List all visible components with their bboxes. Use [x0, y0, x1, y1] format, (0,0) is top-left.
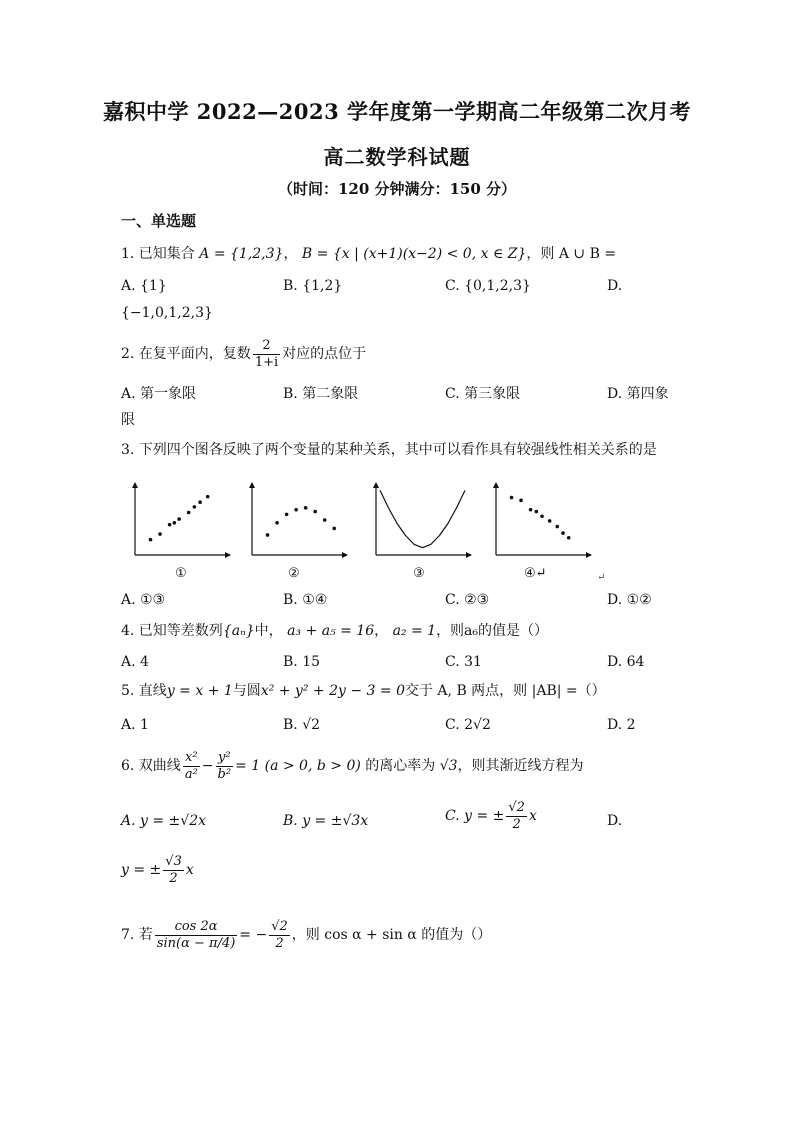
scatter-chart-1	[123, 473, 238, 563]
q2-option-c[interactable]: C. 第三象限	[445, 386, 521, 402]
data-point	[206, 495, 210, 499]
q5-option-c[interactable]: C. 2√2	[445, 717, 491, 733]
data-point	[304, 506, 308, 510]
q6-suffix: ，则其渐近线方程为	[457, 758, 584, 774]
q3-option-a[interactable]: A. ①③	[121, 592, 166, 608]
q6-option-d[interactable]: D.	[607, 813, 623, 829]
data-point	[187, 511, 191, 515]
data-point	[173, 521, 177, 525]
q2-fraction	[253, 338, 280, 371]
data-point	[510, 496, 514, 500]
data-point	[193, 505, 197, 509]
q6-c-suffix: x	[528, 808, 537, 824]
q6-d-num: √3	[165, 853, 182, 869]
q6-frac2-num: y²	[216, 750, 234, 767]
q6-eccentricity: √3	[439, 758, 458, 774]
q4-sequence: {aₙ}	[222, 623, 255, 639]
q4-option-b[interactable]: B. 15	[283, 654, 321, 670]
q5-suffix: 交于 A, B 两点，则 |AB| =（）	[404, 683, 606, 699]
q4-option-a[interactable]: A. 4	[121, 654, 149, 670]
data-point	[198, 500, 202, 504]
q2-suffix: 对应的点位于	[282, 346, 367, 362]
q7-prefix: 7. 若	[121, 927, 153, 943]
y-axis-arrow	[249, 482, 255, 488]
q2-option-b[interactable]: B. 第二象限	[283, 386, 359, 402]
q7-suffix: ，则 cos α + sin α 的值为（）	[291, 927, 492, 943]
q3-option-b[interactable]: B. ①④	[283, 592, 328, 608]
q1-option-d-value[interactable]: {−1,0,1,2,3}	[121, 305, 213, 321]
q5-option-d[interactable]: D. 2	[607, 717, 636, 733]
q4-prefix: 4. 已知等差数列	[121, 623, 223, 639]
q6-option-c[interactable]	[445, 798, 537, 834]
scatter-chart-2	[240, 473, 355, 563]
data-point	[149, 538, 153, 542]
data-point	[561, 531, 565, 535]
data-point	[332, 527, 336, 531]
data-point	[168, 523, 172, 527]
q6-mid: 的离心率为	[360, 758, 440, 774]
question-6-stem	[121, 748, 584, 784]
q4-option-d[interactable]: D. 64	[607, 654, 645, 670]
q5-prefix: 5. 直线	[121, 683, 167, 699]
q6-c-fraction	[506, 800, 527, 833]
q4-option-c[interactable]: C. 31	[445, 654, 482, 670]
q6-option-a[interactable]: A. y = ±√2x	[121, 813, 207, 829]
q2-option-d-cont[interactable]: 限	[121, 412, 135, 428]
x-axis-arrow	[586, 552, 592, 558]
q2-prefix: 2. 在复平面内，复数	[121, 346, 251, 362]
q1-set-a: A = {1,2,3}	[199, 246, 284, 262]
q7-rhs-den: 2	[275, 935, 284, 951]
chart-1-label: ①	[175, 566, 187, 581]
question-1-stem	[121, 244, 616, 264]
curve-chart-3	[364, 473, 479, 563]
q6-prefix: 6. 双曲线	[121, 758, 181, 774]
q4-mid: 中，	[254, 623, 283, 639]
q1-option-a[interactable]: A. {1}	[121, 278, 167, 294]
data-point	[519, 499, 523, 503]
q4-condition-2: a₂ = 1	[392, 623, 437, 639]
q6-d-suffix: x	[185, 862, 194, 878]
data-point	[285, 513, 289, 517]
x-axis-arrow	[466, 552, 472, 558]
data-point	[266, 533, 270, 537]
q5-mid: 与圆	[232, 683, 261, 699]
q2-frac-num: 2	[253, 338, 280, 355]
data-point	[529, 508, 533, 512]
exam-time-info: （时间：120 分钟满分：150 分）	[277, 180, 517, 198]
q1-option-b[interactable]: B. {1,2}	[283, 278, 343, 294]
q4-suffix: ，则a₆的值是（）	[436, 623, 549, 639]
q6-option-d-value[interactable]	[121, 852, 194, 888]
y-axis-arrow	[493, 482, 499, 488]
q4-condition-1: a₃ + a₅ = 16	[287, 623, 375, 639]
q1-set-b: B = {x | (x+1)(x−2) < 0, x ∈ Z}	[301, 246, 527, 262]
data-point	[540, 514, 544, 518]
data-point	[548, 519, 552, 523]
data-point	[177, 517, 181, 521]
q3-option-c[interactable]: C. ②③	[445, 592, 490, 608]
parabola-curve	[380, 490, 465, 547]
data-point	[535, 510, 539, 514]
q6-fraction-y	[216, 750, 234, 783]
chart-3-label: ③	[413, 566, 425, 581]
q6-minus: −	[201, 758, 214, 774]
data-point	[158, 532, 162, 536]
q3-option-d[interactable]: D. ①②	[607, 592, 652, 608]
question-4-stem	[121, 621, 548, 641]
chart-2-label: ②	[288, 566, 300, 581]
x-axis-arrow	[342, 552, 348, 558]
q5-circle-equation: x² + y² + 2y − 3 = 0	[260, 683, 405, 699]
section-title: 一、单选题	[121, 212, 197, 230]
q6-frac2-den: b²	[217, 766, 232, 782]
q6-d-fraction	[163, 854, 184, 887]
y-axis-arrow	[373, 482, 379, 488]
q5-option-a[interactable]: A. 1	[121, 717, 149, 733]
q1-option-c[interactable]: C. {0,1,2,3}	[445, 278, 531, 294]
q1-sep: ，	[283, 246, 298, 262]
q7-fraction	[155, 919, 237, 952]
q6-c-num: √2	[508, 799, 525, 815]
q2-frac-den: 1+i	[254, 354, 279, 370]
data-point	[294, 508, 298, 512]
scatter-chart-4	[484, 473, 599, 563]
q5-line-equation: y = x + 1	[166, 683, 233, 699]
data-point	[555, 525, 559, 529]
q6-option-b[interactable]: B. y = ±√3x	[283, 813, 369, 829]
exam-title: 嘉积中学 2022—2023 学年度第一学期高二年级第二次月考	[102, 99, 691, 124]
q1-suffix: ，则 A ∪ B =	[526, 246, 617, 262]
q7-frac-den: sin(α − π/4)	[156, 935, 236, 951]
q7-rhs-fraction	[269, 919, 290, 952]
q1-prefix: 1. 已知集合	[121, 246, 195, 262]
q6-c-prefix: C. y = ±	[445, 808, 505, 824]
data-point	[313, 510, 317, 514]
q6-frac1-num: x²	[183, 750, 200, 767]
x-axis-arrow	[225, 552, 231, 558]
data-point	[567, 536, 571, 540]
q7-equals: = −	[239, 927, 268, 943]
question-5-stem	[121, 681, 606, 701]
q7-rhs-num: √2	[271, 918, 288, 934]
return-mark: ↵	[597, 572, 606, 583]
q1-option-d[interactable]: D.	[607, 278, 623, 294]
question-3-stem: 3. 下列四个图各反映了两个变量的某种关系，其中可以看作具有较强线性相关关系的是	[121, 442, 657, 458]
data-point	[275, 521, 279, 525]
q6-d-prefix: y = ±	[121, 862, 162, 878]
q6-d-den: 2	[169, 870, 178, 886]
question-7-stem	[121, 914, 491, 956]
question-2-stem	[121, 336, 366, 372]
q4-sep: ，	[374, 623, 389, 639]
q6-equation-rest: = 1 (a > 0, b > 0)	[235, 758, 361, 774]
q7-frac-num: cos 2α	[155, 919, 237, 936]
data-point	[323, 518, 327, 522]
chart-4-label: ④↵	[524, 566, 547, 581]
q2-option-d[interactable]: D. 第四象	[607, 386, 669, 402]
q2-option-a[interactable]: A. 第一象限	[121, 386, 197, 402]
q5-option-b[interactable]: B. √2	[283, 717, 321, 733]
exam-subtitle: 高二数学科试题	[323, 145, 471, 169]
q6-frac1-den: a²	[184, 766, 198, 782]
q6-fraction-x	[183, 750, 200, 783]
y-axis-arrow	[132, 482, 138, 488]
q6-c-den: 2	[512, 816, 521, 832]
